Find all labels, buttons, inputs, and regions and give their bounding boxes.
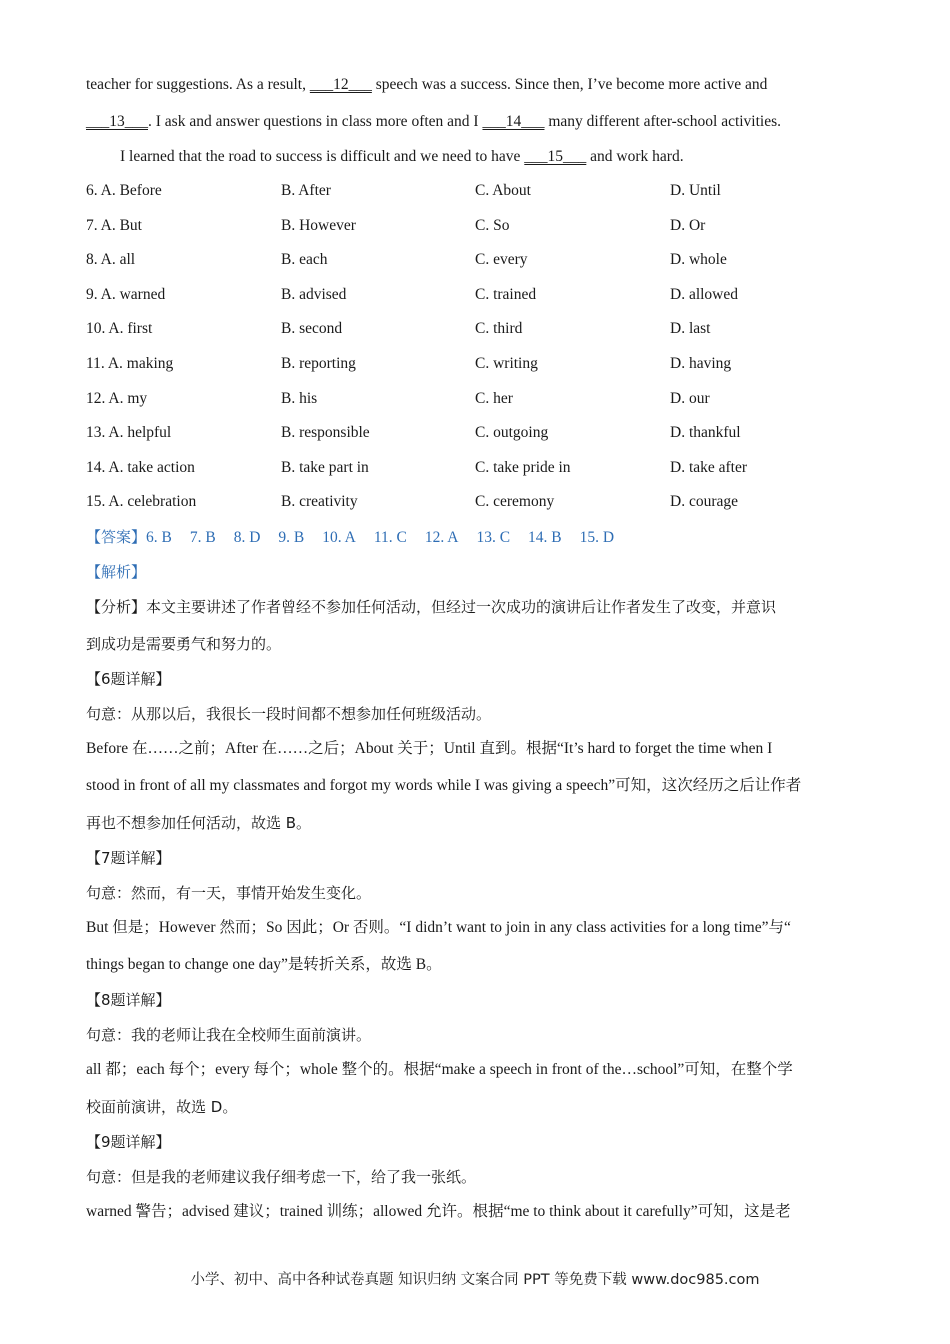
option-a: 15. A. celebration xyxy=(86,493,197,511)
answer-item: 7. B xyxy=(189,529,216,546)
q6-explanation: 再也不想参加任何活动，故选 B。 xyxy=(86,814,312,832)
q9-meaning: 句意：但是我的老师建议我仔细考虑一下，给了我一张纸。 xyxy=(86,1168,477,1186)
option-a: 11. A. making xyxy=(86,355,174,372)
option-a: 14. A. take action xyxy=(86,458,195,476)
blank-15: ___15___ xyxy=(524,148,587,165)
option-b: B. take part in xyxy=(281,458,369,476)
analysis-text: 【分析】本文主要讲述了作者曾经不参加任何活动，但经过一次成功的演讲后让作者发生了改变，并意识 xyxy=(86,598,777,616)
option-d: D. thankful xyxy=(670,424,741,442)
option-c: C. every xyxy=(475,251,528,269)
option-d: D. whole xyxy=(670,251,727,269)
answer-item: 11. C xyxy=(373,529,407,546)
option-b: B. each xyxy=(281,251,328,269)
blank-13: ___13___ xyxy=(86,113,148,130)
passage-line-2 xyxy=(86,111,781,133)
q6-explanation: Before 在……之前；After 在……之后；About 关于；Until 直到。根据“It’s hard to forget the time when I xyxy=(86,740,773,757)
q6-meaning: 句意：从那以后，我很长一段时间都不想参加任何班级活动。 xyxy=(86,705,492,723)
answer-item: 8. D xyxy=(233,529,261,546)
answer-item: 6. B xyxy=(146,529,172,546)
option-d: D. Or xyxy=(670,216,706,234)
option-b: B. his xyxy=(281,389,318,407)
answer-item: 13. C xyxy=(476,529,511,546)
option-a: 12. A. my xyxy=(86,389,148,407)
option-d: D. our xyxy=(670,389,710,407)
analysis-label: 【解析】 xyxy=(86,563,147,581)
option-b: B. However xyxy=(281,216,356,234)
answer-items xyxy=(146,529,632,546)
option-c: C. So xyxy=(475,216,510,234)
option-a: 7. A. But xyxy=(86,216,142,234)
option-a: 8. A. all xyxy=(86,251,136,269)
option-b: B. advised xyxy=(281,285,347,303)
blank-12: ___12___ xyxy=(309,76,372,93)
q8-explanation: 校面前演讲，故选 D。 xyxy=(86,1098,238,1116)
option-b: B. reporting xyxy=(281,355,356,372)
option-d: D. having xyxy=(670,355,732,372)
option-c: C. third xyxy=(475,320,523,338)
passage-text: speech was a success. Since then, I’ve become more active and xyxy=(371,76,768,93)
passage-line-1 xyxy=(86,74,767,96)
answer-item: 9. B xyxy=(278,529,305,546)
blank-14: ___14___ xyxy=(482,113,545,130)
option-d: D. allowed xyxy=(670,285,739,303)
option-c: C. take pride in xyxy=(475,458,571,476)
q9-explanation: warned 警告；advised 建议；trained 训练；allowed 允许。根据“me to think about it carefully”可知，这是老 xyxy=(86,1203,791,1220)
passage-text: I learned that the road to success is difficult and we need to have xyxy=(120,148,525,165)
option-a: 9. A. warned xyxy=(86,285,166,303)
option-c: C. her xyxy=(475,389,513,407)
q7-explanation: But 但是；However 然而；So 因此；Or 否则。“I didn’t want to join in any class activities for a long time”与“ xyxy=(86,919,791,936)
answer-item: 15. D xyxy=(579,529,615,546)
answers-line xyxy=(86,526,632,549)
option-c: C. trained xyxy=(475,285,537,303)
option-d: D. Until xyxy=(670,182,721,199)
passage-line-3 xyxy=(86,146,684,168)
option-c: C. outgoing xyxy=(475,424,549,442)
passage-text: many different after-school activities. xyxy=(544,113,782,130)
option-d: D. courage xyxy=(670,493,738,511)
answer-item: 10. A xyxy=(322,529,356,546)
answers-label: 【答案】 xyxy=(86,528,147,546)
q8-title: 【8题详解】 xyxy=(86,991,171,1009)
q8-meaning: 句意：我的老师让我在全校师生面前演讲。 xyxy=(86,1026,372,1044)
option-c: C. About xyxy=(475,182,531,199)
option-c: C. writing xyxy=(475,355,538,372)
answer-item: 12. A xyxy=(424,529,459,546)
q8-explanation: all 都；each 每个；every 每个；whole 整个的。根据“make a speech in front of the…school”可知，在整个学 xyxy=(86,1061,793,1078)
option-b: B. creativity xyxy=(281,493,358,511)
option-a: 13. A. helpful xyxy=(86,424,172,442)
q7-title: 【7题详解】 xyxy=(86,849,171,867)
passage-text: teacher for suggestions. As a result, xyxy=(86,76,310,93)
q6-title: 【6题详解】 xyxy=(86,670,171,688)
option-a: 10. A. first xyxy=(86,320,153,338)
option-b: B. responsible xyxy=(281,424,370,442)
page-footer: 小学、初中、高中各种试卷真题 知识归纳 文案合同 PPT 等免费下载 www.doc985.com xyxy=(190,1272,760,1288)
q9-title: 【9题详解】 xyxy=(86,1133,171,1151)
option-d: D. take after xyxy=(670,458,748,476)
q6-explanation: stood in front of all my classmates and forgot my words while I was giving a speech”可知，这次经历之后让作者 xyxy=(86,777,802,794)
option-a: 6. A. Before xyxy=(86,182,162,199)
option-d: D. last xyxy=(670,320,711,338)
q7-explanation: things began to change one day”是转折关系，故选 B。 xyxy=(86,956,442,973)
q7-meaning: 句意：然而，有一天，事情开始发生变化。 xyxy=(86,884,372,902)
option-b: B. second xyxy=(281,320,343,338)
option-c: C. ceremony xyxy=(475,493,555,511)
answer-item: 14. B xyxy=(528,529,562,546)
passage-text: and work hard. xyxy=(586,148,684,165)
analysis-text: 到成功是需要勇气和努力的。 xyxy=(86,635,282,653)
option-b: B. After xyxy=(281,182,331,199)
passage-text: . I ask and answer questions in class more often and I xyxy=(148,113,483,130)
